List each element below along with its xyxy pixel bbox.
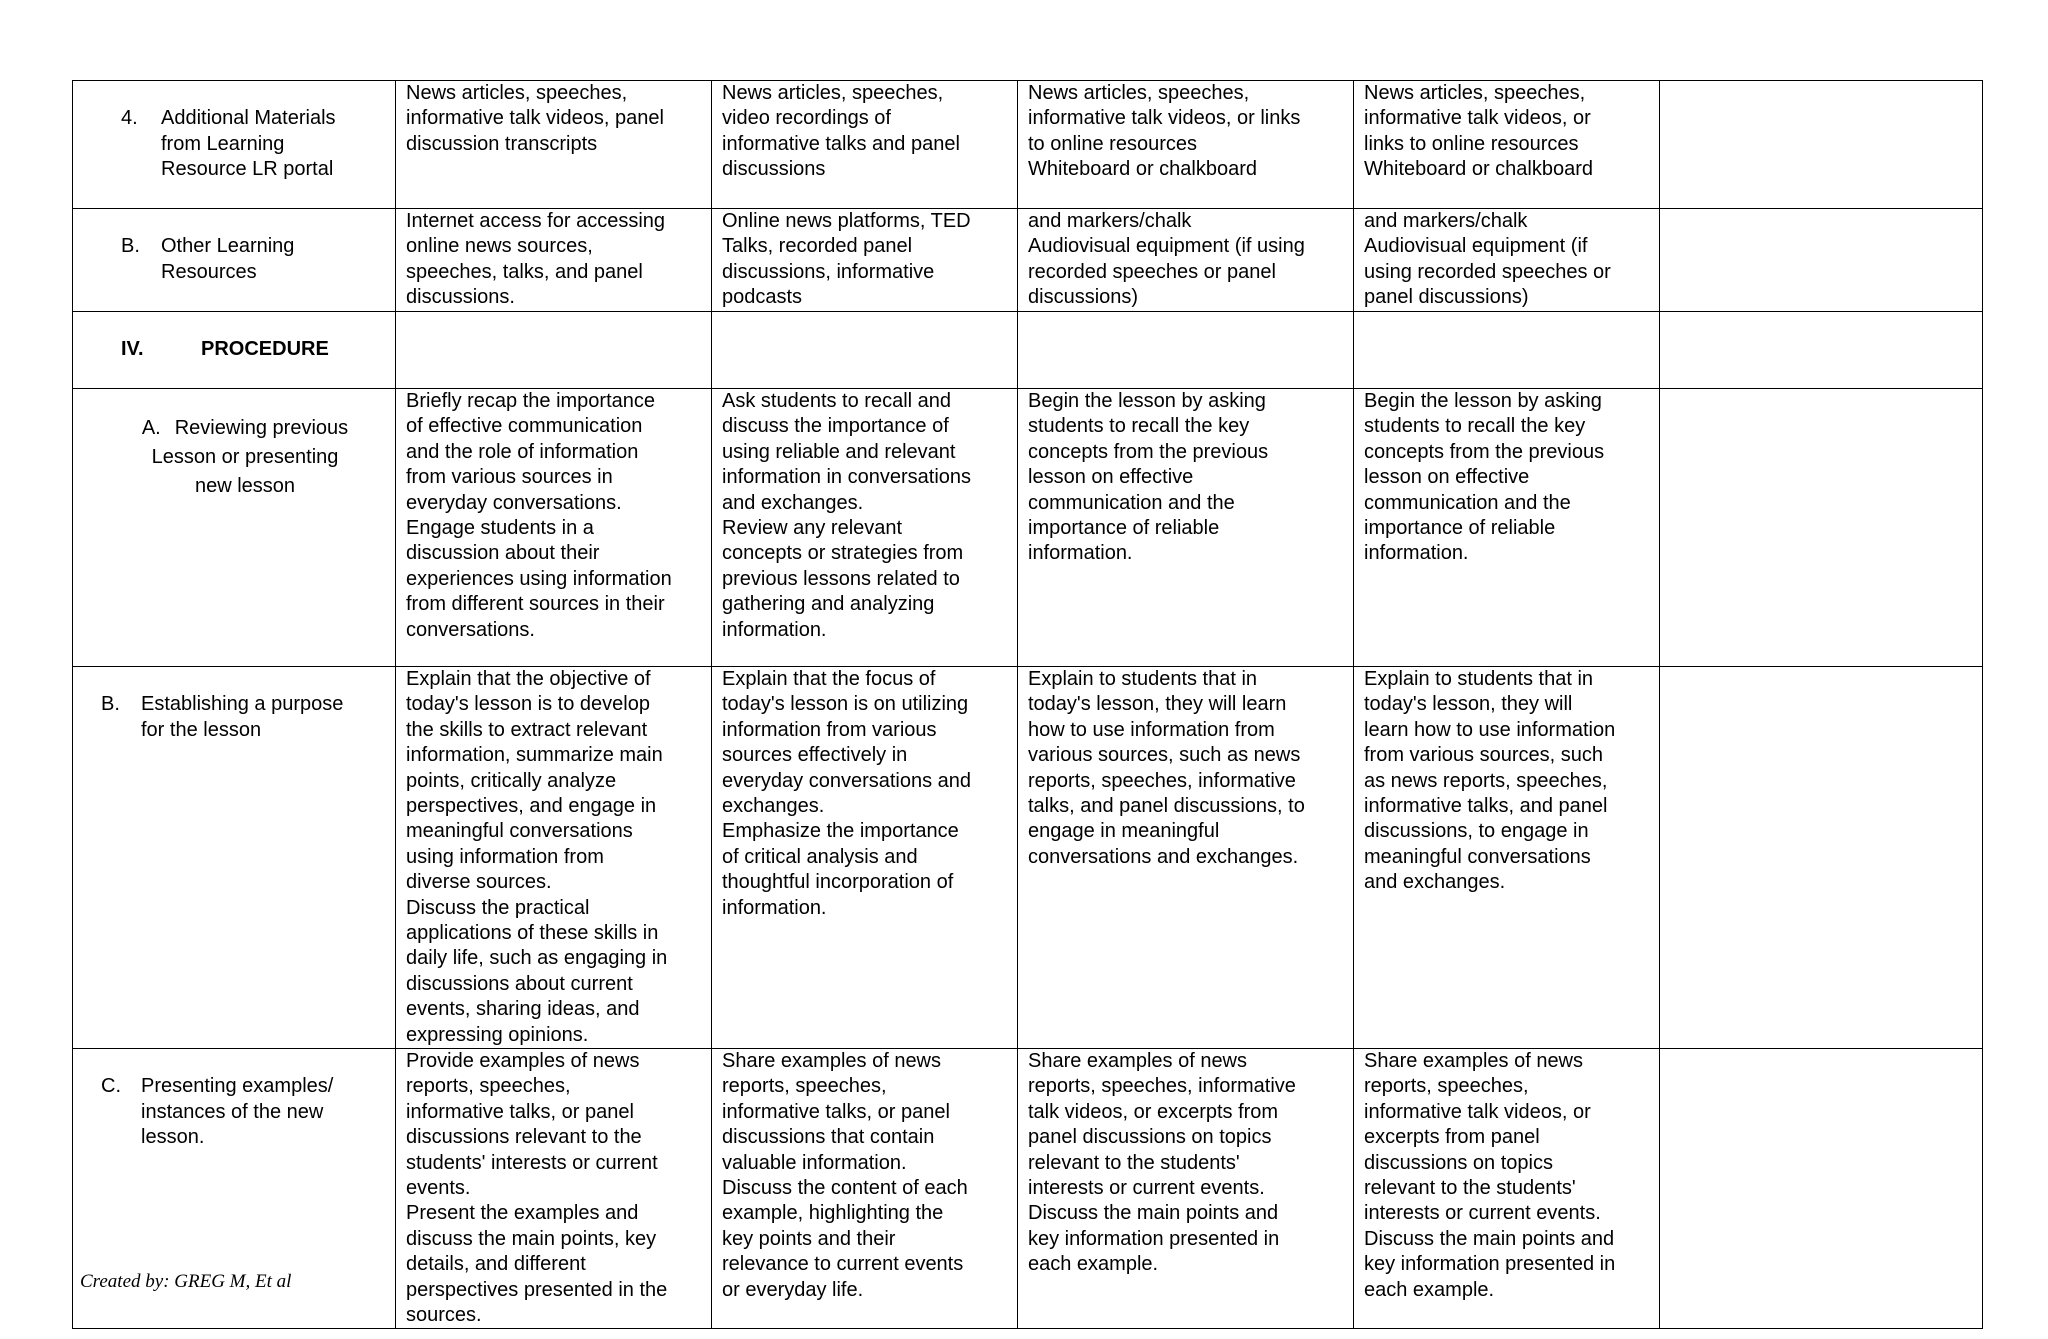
- table-cell: [712, 311, 1018, 388]
- table-cell: and markers/chalk Audiovisual equipment (if using recorded speeches or panel discussions): [1018, 209, 1354, 312]
- row-label: [83, 106, 387, 182]
- table-cell: [1660, 388, 1983, 666]
- table-cell: [1660, 311, 1983, 388]
- section-title: PROCEDURE: [201, 338, 329, 361]
- row-label-cell: [73, 81, 396, 209]
- row-label: [83, 1074, 387, 1150]
- table-row-additional-materials: [73, 81, 1983, 209]
- row-label: [83, 414, 387, 501]
- table-row-other-resources: [73, 209, 1983, 312]
- item-number: C.: [101, 1075, 121, 1098]
- table-cell: Share examples of news reports, speeches, informative talks, or panel discussions that contain valuable information. Discuss the content of each example, highlighting the key points and their relevance to current events or everyday life.: [712, 1048, 1018, 1328]
- table-cell: News articles, speeches, informative talk videos, or links to online resources Whiteboard or chalkboard: [1018, 81, 1354, 209]
- table-cell: Ask students to recall and discuss the importance of using reliable and relevant information in conversations and exchanges. Review any relevant concepts or strategies from previous lessons related to gathering and analyzing information.: [712, 388, 1018, 666]
- row-label-cell: [73, 666, 396, 1048]
- item-label: Additional Materials from Learning Resource LR portal: [161, 107, 336, 181]
- table-row-procedure-heading: [73, 311, 1983, 388]
- row-label: [83, 234, 387, 285]
- item-label: Reviewing previous Lesson or presenting new lesson: [151, 417, 349, 498]
- table-cell: and markers/chalk Audiovisual equipment (if using recorded speeches or panel discussions): [1354, 209, 1660, 312]
- row-label-cell: [73, 388, 396, 666]
- item-number: B.: [121, 235, 140, 258]
- table-cell: Internet access for accessing online news sources, speeches, talks, and panel discussions.: [396, 209, 712, 312]
- table-cell: [1660, 666, 1983, 1048]
- row-label: [83, 692, 387, 743]
- item-label: Other Learning Resources: [161, 235, 295, 283]
- item-label: Presenting examples/ instances of the new lesson.: [141, 1075, 334, 1149]
- table-row-reviewing: [73, 388, 1983, 666]
- table-cell: [1018, 311, 1354, 388]
- table-cell: Explain to students that in today's lesson, they will learn how to use information from various sources, such as news reports, speeches, informative talks, and panel discussions, to engage in meaningful conversations and exchanges.: [1354, 666, 1660, 1048]
- lesson-plan-table: [72, 80, 1983, 1329]
- table-row-purpose: [73, 666, 1983, 1048]
- table-cell: Begin the lesson by asking students to recall the key concepts from the previous lesson on effective communication and the importance of reliable information.: [1354, 388, 1660, 666]
- table-cell: Share examples of news reports, speeches, informative talk videos, or excerpts from panel discussions on topics relevant to the students' interests or current events. Discuss the main points and key information presented in each example.: [1354, 1048, 1660, 1328]
- table-cell: News articles, speeches, video recordings of informative talks and panel discussions: [712, 81, 1018, 209]
- table-cell: [1660, 81, 1983, 209]
- table-cell: Begin the lesson by asking students to recall the key concepts from the previous lesson on effective communication and the importance of reliable information.: [1018, 388, 1354, 666]
- item-number: 4.: [121, 107, 138, 130]
- table-cell: [1660, 209, 1983, 312]
- row-label-cell: [73, 209, 396, 312]
- table-cell: Explain that the objective of today's lesson is to develop the skills to extract relevant information, summarize main points, critically analyze perspectives, and engage in meaningful conversations using information from diverse sources. Discuss the practical applications of these skills in daily life, such as engaging in discussions about current events, sharing ideas, and expressing opinions.: [396, 666, 712, 1048]
- section-heading-cell: [73, 311, 396, 388]
- item-number: B.: [101, 693, 120, 716]
- footer-credit: Created by: GREG M, Et al: [80, 1271, 292, 1292]
- table-cell: Share examples of news reports, speeches, informative talk videos, or excerpts from panel discussions on topics relevant to the students' interests or current events. Discuss the main points and key information presented in each example.: [1018, 1048, 1354, 1328]
- item-label: Establishing a purpose for the lesson: [141, 693, 344, 741]
- table-cell: Provide examples of news reports, speeches, informative talks, or panel discussions relevant to the students' interests or current events. Present the examples and discuss the main points, key details, and different perspectives presented in the sources.: [396, 1048, 712, 1328]
- table-cell: Briefly recap the importance of effective communication and the role of information from various sources in everyday conversations. Engage students in a discussion about their experiences using information from different sources in their conversations.: [396, 388, 712, 666]
- section-heading: [83, 337, 387, 362]
- item-number: A.: [141, 417, 161, 440]
- table-cell: News articles, speeches, informative talk videos, or links to online resources Whiteboard or chalkboard: [1354, 81, 1660, 209]
- table-row-presenting: [73, 1048, 1983, 1328]
- table-cell: [1660, 1048, 1983, 1328]
- table-cell: Explain that the focus of today's lesson is on utilizing information from various sources effectively in everyday conversations and exchanges. Emphasize the importance of critical analysis and thoughtful incorporation of information.: [712, 666, 1018, 1048]
- table-cell: [396, 311, 712, 388]
- table-cell: [1354, 311, 1660, 388]
- table-cell: Online news platforms, TED Talks, recorded panel discussions, informative podcasts: [712, 209, 1018, 312]
- table-cell: Explain to students that in today's lesson, they will learn how to use information from various sources, such as news reports, speeches, informative talks, and panel discussions, to engage in meaningful conversations and exchanges.: [1018, 666, 1354, 1048]
- table-cell: News articles, speeches, informative talk videos, panel discussion transcripts: [396, 81, 712, 209]
- section-number: IV.: [121, 338, 144, 361]
